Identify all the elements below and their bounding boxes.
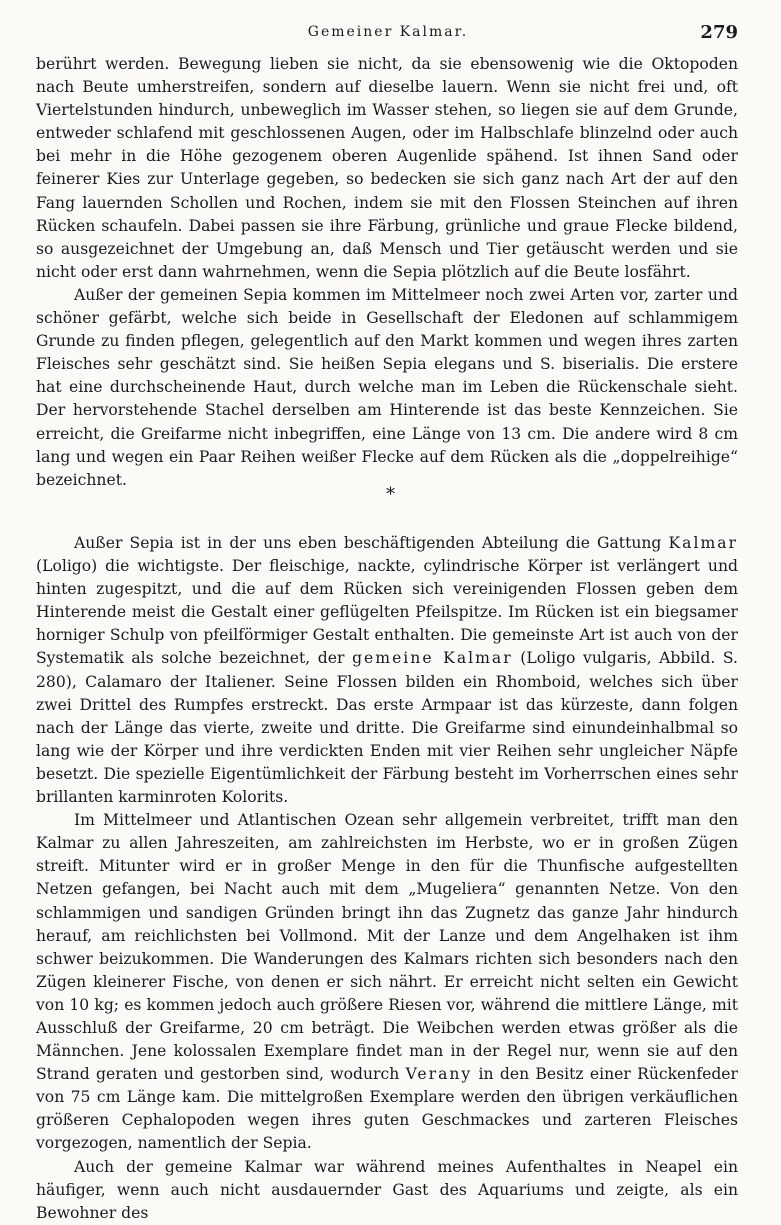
paragraph-kalmar-description — [36, 532, 738, 809]
paragraph-kalmar-distribution — [36, 809, 738, 1155]
text-run: in den Besitz einer Rückenfeder von 75 cm Länge kam. Die mittelgroßen Exemplare werden den übrigen verkäuflichen größeren Cephalopoden wegen ihres guten Geschmackes und zarteren Fleisches vorgezogen, namentlich der Sepia. — [36, 1065, 738, 1153]
text-block-kalmar — [36, 532, 738, 1225]
author-name: Verany — [405, 1065, 473, 1084]
running-title: Gemeiner Kalmar. — [307, 24, 469, 40]
running-head — [38, 22, 738, 46]
text-run: (Loligo) die wichtigste. Der fleischige, nackte, cylindrische Körper ist verlängert und hinten zugespitzt, und die auf dem Rücken sich vereinigenden Flossen geben dem Hinterende meist die Gestalt einer geflügelten Pfeilspitze. Im Rücken ist ein biegsamer horniger Schulp von pfeilförmiger Gestalt enthalten. Die gemeinste Art ist auch von der Systematik als solche bezeichnet, der — [36, 557, 738, 668]
section-separator: * — [386, 484, 395, 505]
page-number: 279 — [700, 22, 738, 43]
text-block-sepia — [36, 53, 738, 492]
species-name: gemeine Kalmar — [352, 649, 513, 668]
paragraph-kalmar-aquarium: Auch der gemeine Kalmar war während meines Aufenthaltes in Neapel ein häufiger, wenn auch nicht ausdauernder Gast des Aquariums und zeigte, als ein Bewohner des — [36, 1157, 738, 1222]
genus-name: Kalmar — [668, 534, 738, 552]
paragraph-sepia-species: Außer der gemeinen Sepia kommen im Mittelmeer noch zwei Arten vor, zarter und schöner gefärbt, welche sich beide in Gesellschaft der Eledonen auf schlammigem Grunde zu finden pflegen, gelegentlich auf den Markt kommen und wegen ihres zarten Fleisches sehr geschätzt sind. Sie heißen Sepia elegans und S. biserialis. Die erstere hat eine durchscheinende Haut, durch welche man im Leben die Rückenschale sieht. Der hervorstehende Stachel derselben am Hinterende ist das beste Kennzeichen. Sie erreicht, die Greifarme nicht inbegriffen, eine Länge von 13 cm. Die andere wird 8 cm lang und wegen ein Paar Reihen weißer Flecke auf dem Rücken als die „doppelreihige“ bezeichnet. — [36, 285, 738, 489]
paragraph-sepia-behavior: berührt werden. Bewegung lieben sie nicht, da sie ebensowenig wie die Oktopoden nach Beute umherstreifen, sondern auf dieselbe lauern. Wenn sie nicht frei und, oft Viertelstunden hindurch, unbeweglich im Wasser stehen, so liegen sie auf dem Grunde, entweder schlafend mit geschlossenen Augen, oder im Halbschlafe blinzelnd oder auch bei mehr in die Höhe gezogenem oberen Augenlide spähend. Ist ihnen Sand oder feinerer Kies zur Unterlage gegeben, so bedecken sie sich ganz nach Art der auf den Fang lauernden Schollen und Rochen, indem sie mit den Flossen Steinchen auf ihren Rücken schaufeln. Dabei passen sie ihre Färbung, grünliche und graue Flecke bildend, so ausgezeichnet der Umgebung an, daß Mensch und Tier getäuscht werden und sie nicht oder erst dann wahrnehmen, wenn die Sepia plötzlich auf die Beute losfährt. — [36, 55, 738, 281]
text-run: Im Mittelmeer und Atlantischen Ozean sehr allgemein verbreitet, trifft man den Kalmar zu allen Jahreszeiten, am zahlreichsten im Herbste, wo er in großen Zügen streift. Mitunter wird er in großer Menge in den für die Thunfische aufgestellten Netzen gefangen, bei Nacht auch mit dem „Mugeliera“ genannten Netze. Von den schlammigen und sandigen Gründen bringt ihn das Zugnetz das ganze Jahr hindurch herauf, am reichlichsten bei Vollmond. Mit der Lanze und dem Angelhaken ist ihm schwer beizukommen. Die Wanderungen des Kalmars richten sich besonders nach den Zügen kleinerer Fische, von denen er sich nährt. Er erreicht nicht selten ein Gewicht von 10 kg; es kommen jedoch auch größere Riesen vor, während die mittlere Länge, mit Ausschluß der Greifarme, 20 cm beträgt. Die Weibchen werden etwas größer als die Männchen. Jene kolossalen Exemplare findet man in der Regel nur, wenn sie auf den Strand geraten und gestorben sind, wodurch — [36, 811, 738, 1084]
text-run: (Loligo vulgaris, Abbild. S. 280), Calamaro der Italiener. Seine Flossen bilden ein Rhomboid, welches sich über zwei Drittel des Rumpfes erstreckt. Das erste Armpaar ist das kürzeste, dann folgen nach der Länge das vierte, zweite und dritte. Die Greifarme sind einundeinhalbmal so lang wie der Körper und ihre verdickten Enden mit vier Reihen sehr ungleicher Näpfe besetzt. Die spezielle Eigentümlichkeit der Färbung besteht im Vorherrschen eines sehr brillanten karminroten Kolorits. — [36, 649, 739, 807]
text-run: Außer Sepia ist in der uns eben beschäftigenden Abteilung die Gattung — [74, 534, 669, 552]
